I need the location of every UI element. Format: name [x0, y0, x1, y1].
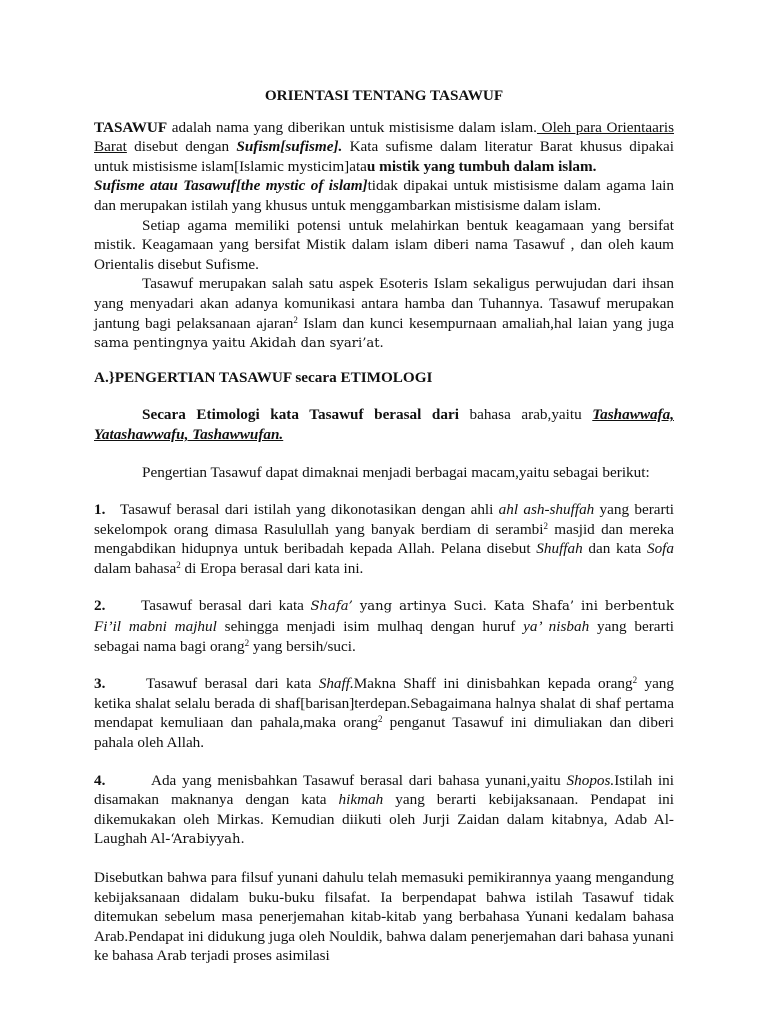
italic-text: Shuffah [536, 540, 583, 558]
italic-text: Sofa [646, 540, 674, 558]
italic-text: ya’ nisbah [523, 618, 590, 636]
text-span: yang berarti sekelompok orang dimasa Rasulullah yang banyak berdiam di serambi [94, 501, 675, 538]
paragraph-etimologi [94, 405, 674, 444]
page-title: ORIENTASI TENTANG TASAWUF [264, 87, 504, 104]
text-span: dan kata [582, 540, 647, 558]
list-number: 3. [94, 675, 106, 693]
text-span: bahasa arab,yaitu [458, 406, 593, 424]
paragraph-filsuf-yunani: Disebutkan bahwa para filsuf yunani dahulu telah memasuki pemikirannya yaang mengandung kebijaksanaan didalam buku-buku filsafat. Ia berpendapat bahwa istilah Tasawuf tidak ditemukan sebelum masa penerjemahan kitab-kitab yang berbahasa Yunani kedalam bahasa Arab.Pendapat ini didukung juga oleh Nouldik, bahwa dalam penerjemahan dari bahasa yunani ke bahasa Arab terjadi proses asimilasi [94, 869, 674, 965]
text-span: tidak dipakai untuk mistisisme dalam agama lain dan merupakan istilah yang khusus untuk menggambarkan mistisisme dalam islam. [94, 177, 674, 214]
italic-text: hikmah [338, 791, 384, 809]
italic-text: Fi’il mabni majhul [94, 618, 217, 636]
term-tasawuf: TASAWUF [94, 118, 168, 136]
superscript: 2 [293, 314, 298, 325]
paragraph-pengertian: Pengertian Tasawuf dapat dimaknai menjadi berbagai macam,yaitu sebagai berikut: [142, 463, 650, 481]
text-span: yang bersih/suci. [249, 637, 356, 655]
text-span: masjid dan mereka mengabdikan hidupnya untuk beribadah kepada Allah. Pelana disebut [94, 520, 674, 558]
alt-font-text: sama pentingnya yaitu Akidah dan syari’at. [94, 336, 384, 352]
paragraph-sufisme [94, 176, 674, 215]
list-item-3 [94, 674, 674, 752]
text-span: dalam bahasa [94, 559, 177, 577]
list-number: 4. [94, 771, 106, 789]
bold-text: u mistik yang tumbuh dalam islam. [366, 157, 597, 175]
superscript: 2 [377, 714, 383, 725]
superscript: 2 [543, 520, 548, 531]
text-span: yang ketika shalat selalu berada di shaf[barisan]terdepan.Sebagaimana halnya shalat di shaf pertama mendapat kemuliaan dan pahala,maka orang [94, 675, 674, 732]
italic-text: Shaff. [318, 675, 354, 693]
paragraph-definition [94, 118, 674, 177]
italic-text: ahl ash-shuffah [498, 501, 595, 519]
list-number: 1. [94, 501, 106, 519]
list-item-2 [94, 596, 674, 656]
paragraph-mistik: Setiap agama memiliki potensi untuk melahirkan bentuk keagamaan yang bersifat mistik. Keagamaan yang bersifat Mistik dalam islam diberi nama Tasawuf , dan oleh kaum Orientalis disebut Sufisme. [94, 216, 674, 273]
italic-text: Shopos. [566, 771, 615, 789]
text-span: Ada yang menisbahkan Tasawuf berasal dari bahasa yunani,yaitu [151, 771, 567, 789]
arabic-terms: Tashawwafa, Yatashawwafu, Tashawwufan. [94, 406, 674, 443]
section-heading-a: A.}PENGERTIAN TASAWUF secara ETIMOLOGI [94, 368, 433, 386]
superscript: 2 [244, 637, 250, 648]
text-span: Islam dan kunci kesempurnaan amaliah,hal laian yang juga [297, 314, 674, 332]
underlined-text: Oleh para Orientaaris Barat [94, 118, 675, 156]
alt-font-text: ‘Arabiyyah. [170, 832, 245, 848]
text-span: penganut Tasawuf ini dimuliakan dan diberi pahala oleh Allah. [94, 714, 674, 752]
term-sufisme-tasawuf: Sufisme atau Tasawuf[the mystic of islam] [94, 177, 368, 195]
text-span: Tasawuf berasal dari kata [146, 675, 319, 693]
text-span: Makna Shaff ini dinisbahkan kepada orang [353, 675, 633, 693]
text-span: disebut dengan [126, 138, 237, 156]
bold-text: Secara Etimologi kata Tasawuf berasal dari [142, 406, 459, 424]
superscript: 2 [632, 675, 638, 686]
italic-text: Shafa’ [310, 599, 353, 615]
paragraph-esoteris [94, 274, 674, 353]
text-span: adalah nama yang diberikan untuk mistisisme dalam islam. [167, 118, 537, 136]
text-span: yang berarti kebijaksanaan. Pendapat ini dikemukakan oleh Mirkas. Kemudian diikuti oleh Jurji Zaidan dalam kitabnya, Adab Al-Laughah Al- [94, 791, 674, 848]
superscript: 2 [176, 559, 181, 570]
list-item-4 [94, 771, 674, 850]
text-span: Tasawuf berasal dari istilah yang dikonotasikan dengan ahli [120, 501, 499, 519]
text-span: yang berarti sebagai nama bagi orang [94, 618, 675, 655]
text-span: di Eropa berasal dari kata ini. [180, 559, 364, 577]
list-number: 2. [94, 597, 106, 615]
text-span: Istilah ini disamakan maknanya dengan kata [94, 771, 674, 809]
text-span: Tasawuf merupakan salah satu aspek Esoteris Islam sekaligus perwujudan dari ihsan yang menyadari akan adanya komunikasi antara hamba dan Tuhannya. Tasawuf merupakan jantung bagi pelaksanaan ajaran [94, 275, 674, 332]
alt-font-text: yang artinya Suci. Kata Shafa’ ini berbentuk [352, 599, 675, 615]
text-span: Kata sufisme dalam literatur Barat khusus dipakai untuk mistisisme islam[Islamic mysticim]ata [94, 138, 674, 175]
list-item-1 [94, 500, 674, 578]
text-span: Tasawuf berasal dari kata [141, 597, 311, 615]
term-sufism: Sufism[sufisme]. [236, 138, 343, 156]
text-span: sehingga menjadi isim mulhaq dengan huruf [216, 618, 524, 636]
